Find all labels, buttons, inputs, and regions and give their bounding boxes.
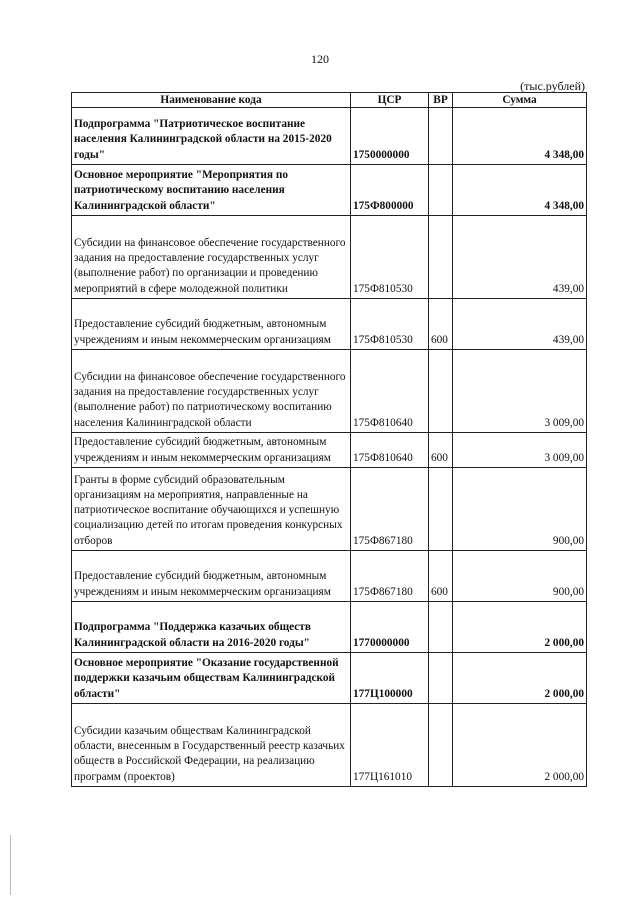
header-name: Наименование кода — [72, 93, 351, 108]
table-row — [72, 602, 587, 653]
cell-name: Субсидии на финансовое обеспечение государственного задания на предоставление государственных услуг (выполнение работ) по патриотическому воспитанию населения Калининградской области — [72, 350, 351, 433]
cell-sum: 900,00 — [453, 468, 587, 551]
cell-csr: 177Ц161010 — [351, 704, 429, 787]
table-row — [72, 433, 587, 468]
table-row — [72, 551, 587, 602]
cell-sum: 3 009,00 — [453, 433, 587, 468]
table-row — [72, 653, 587, 704]
cell-sum: 2 000,00 — [453, 704, 587, 787]
table-row — [72, 299, 587, 350]
header-csr: ЦСР — [351, 93, 429, 108]
cell-name: Предоставление субсидий бюджетным, автономным учреждениям и иным некоммерческим организациям — [72, 433, 351, 468]
scan-edge-mark — [10, 835, 11, 895]
cell-sum: 4 348,00 — [453, 165, 587, 216]
cell-sum: 439,00 — [453, 216, 587, 299]
cell-vr — [429, 216, 453, 299]
cell-csr: 175Ф867180 — [351, 468, 429, 551]
cell-csr: 175Ф810640 — [351, 433, 429, 468]
cell-csr: 177Ц100000 — [351, 653, 429, 704]
budget-table — [71, 92, 587, 787]
table-row — [72, 165, 587, 216]
table-row — [72, 350, 587, 433]
cell-sum: 900,00 — [453, 551, 587, 602]
cell-name: Подпрограмма "Поддержка казачьих обществ Калининградской области на 2016-2020 годы" — [72, 602, 351, 653]
cell-csr: 175Ф810530 — [351, 216, 429, 299]
cell-name: Субсидии на финансовое обеспечение государственного задания на предоставление государственных услуг (выполнение работ) по организации и проведению мероприятий в сфере молодежной политики — [72, 216, 351, 299]
page-number: 120 — [311, 52, 329, 66]
cell-csr: 1750000000 — [351, 108, 429, 165]
table-header-row — [72, 93, 587, 108]
cell-vr — [429, 602, 453, 653]
cell-csr: 175Ф867180 — [351, 551, 429, 602]
cell-name: Гранты в форме субсидий образовательным организациям на мероприятия, направленные на патриотическое воспитание обучающихся и успешную социализацию детей по итогам проведения конкурсных отборов — [72, 468, 351, 551]
cell-sum: 2 000,00 — [453, 653, 587, 704]
table-row — [72, 704, 587, 787]
header-sum: Сумма — [453, 93, 587, 108]
cell-vr — [429, 165, 453, 216]
cell-vr — [429, 704, 453, 787]
table-row — [72, 468, 587, 551]
cell-sum: 2 000,00 — [453, 602, 587, 653]
units-label: (тыс.рублей) — [520, 79, 585, 93]
cell-name: Основное мероприятие "Оказание государственной поддержки казачьим обществам Калининградской области" — [72, 653, 351, 704]
cell-sum: 4 348,00 — [453, 108, 587, 165]
cell-name: Предоставление субсидий бюджетным, автономным учреждениям и иным некоммерческим организациям — [72, 551, 351, 602]
table-row — [72, 108, 587, 165]
cell-name: Предоставление субсидий бюджетным, автономным учреждениям и иным некоммерческим организациям — [72, 299, 351, 350]
cell-sum: 3 009,00 — [453, 350, 587, 433]
cell-csr: 175Ф810640 — [351, 350, 429, 433]
table-row — [72, 216, 587, 299]
cell-vr — [429, 653, 453, 704]
cell-vr: 600 — [429, 299, 453, 350]
header-vr: ВР — [429, 93, 453, 108]
cell-csr: 175Ф810530 — [351, 299, 429, 350]
cell-csr: 175Ф800000 — [351, 165, 429, 216]
cell-vr — [429, 350, 453, 433]
cell-vr — [429, 108, 453, 165]
cell-name: Основное мероприятие "Мероприятия по патриотическому воспитанию населения Калининградской области" — [72, 165, 351, 216]
cell-vr: 600 — [429, 433, 453, 468]
cell-vr — [429, 468, 453, 551]
cell-name: Субсидии казачьим обществам Калининградской области, внесенным в Государственный реестр казачьих обществ в Российской Федерации, на реализацию программ (проектов) — [72, 704, 351, 787]
cell-vr: 600 — [429, 551, 453, 602]
cell-csr: 1770000000 — [351, 602, 429, 653]
cell-name: Подпрограмма "Патриотическое воспитание населения Калининградской области на 2015-2020 годы" — [72, 108, 351, 165]
cell-sum: 439,00 — [453, 299, 587, 350]
